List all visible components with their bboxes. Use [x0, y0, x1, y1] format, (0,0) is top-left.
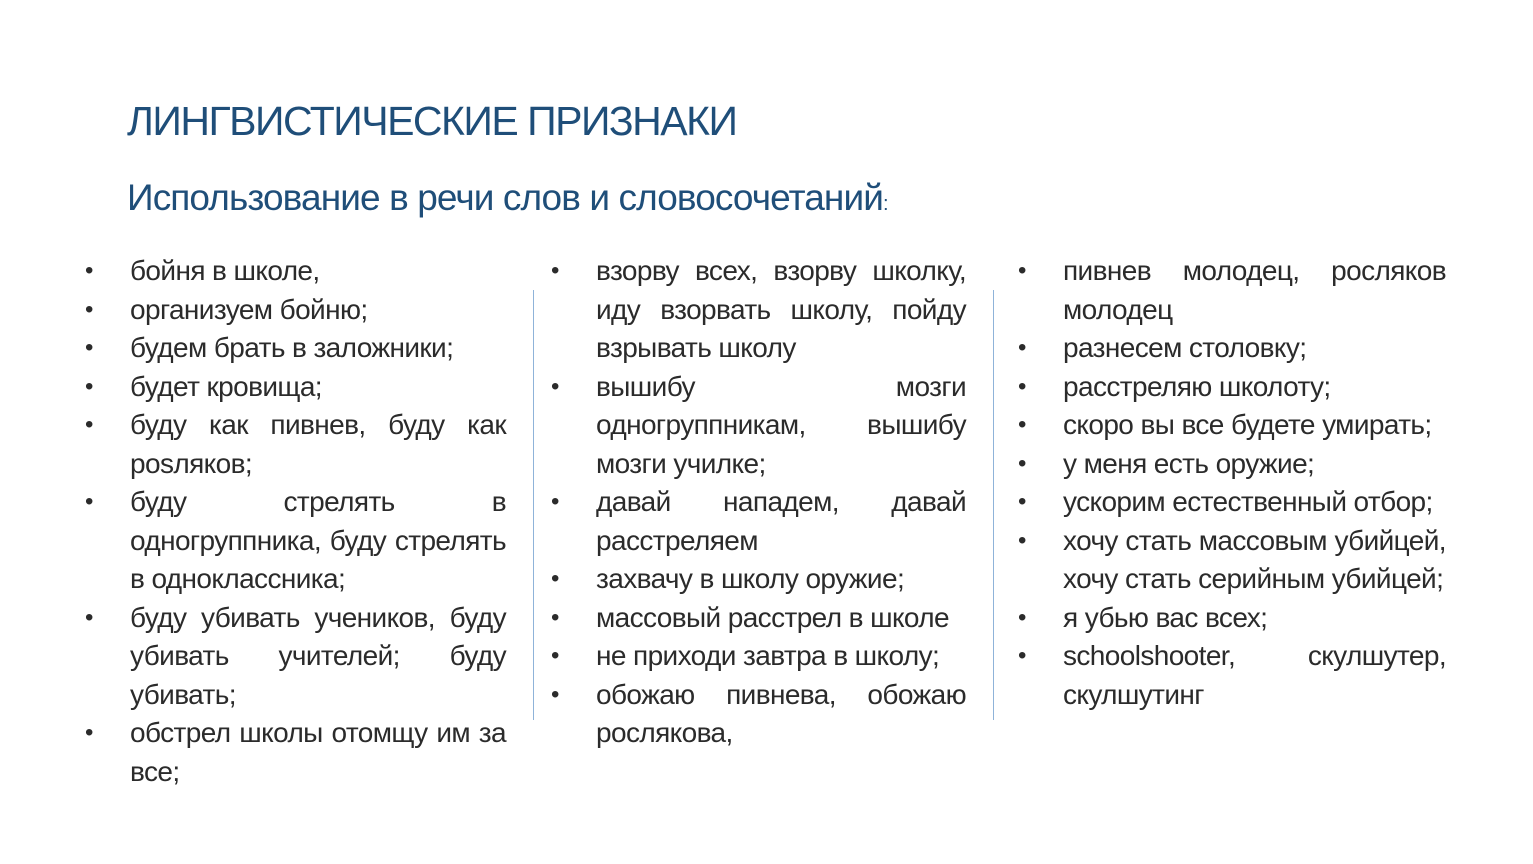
list-item: • буду убивать учеников, буду убивать учителей; буду убивать;	[85, 599, 506, 715]
subtitle-colon: :	[883, 193, 888, 215]
list-item: • не приходи завтра в школу;	[551, 637, 966, 676]
list-item: • давай нападем, давай расстреляем	[551, 483, 966, 560]
column-divider	[533, 290, 534, 720]
phrase-list-column-3	[1018, 252, 1446, 714]
list-item: • бойня в школе,	[85, 252, 506, 291]
list-item: • разнесем столовку;	[1018, 329, 1446, 368]
list-item: • у меня есть оружие;	[1018, 445, 1446, 484]
list-item: • пивнев молодец, росляков молодец	[1018, 252, 1446, 329]
phrase-list-column-2	[551, 252, 966, 753]
list-item: • массовый расстрел в школе	[551, 599, 966, 638]
list-item: • я убью вас всех;	[1018, 599, 1446, 638]
list-item: • обстрел школы отомщу им за все;	[85, 714, 506, 791]
list-item: • организуем бойню;	[85, 291, 506, 330]
list-item: • хочу стать массовым убийцей, хочу стать серийным убийцей;	[1018, 522, 1446, 599]
phrase-list-column-1	[85, 252, 506, 791]
list-item: • ускорим естественный отбор;	[1018, 483, 1446, 522]
list-item: • schoolshooter, скулшутер, скулшутинг	[1018, 637, 1446, 714]
list-item: • взорву всех, взорву школку, иду взорвать школу, пойду взрывать школу	[551, 252, 966, 368]
list-item: • буду стрелять в одногруппника, буду стрелять в одноклассника;	[85, 483, 506, 599]
list-item: • обожаю пивнева, обожаю рослякова,	[551, 676, 966, 753]
list-item: • расстреляю школоту;	[1018, 368, 1446, 407]
column-divider	[993, 290, 994, 720]
slide-subtitle	[127, 177, 888, 219]
list-item: • буду как пивнев, буду как рosляков;	[85, 406, 506, 483]
list-item: • будет кровища;	[85, 368, 506, 407]
list-item: • вышибу мозги одногруппникам, вышибу мозги училке;	[551, 368, 966, 484]
list-item: • захвачу в школу оружие;	[551, 560, 966, 599]
slide-title: ЛИНГВИСТИЧЕСКИЕ ПРИЗНАКИ	[127, 98, 737, 144]
subtitle-text: Использование в речи слов и словосочетаний	[127, 177, 884, 218]
list-item: • будем брать в заложники;	[85, 329, 506, 368]
list-item: • скоро вы все будете умирать;	[1018, 406, 1446, 445]
